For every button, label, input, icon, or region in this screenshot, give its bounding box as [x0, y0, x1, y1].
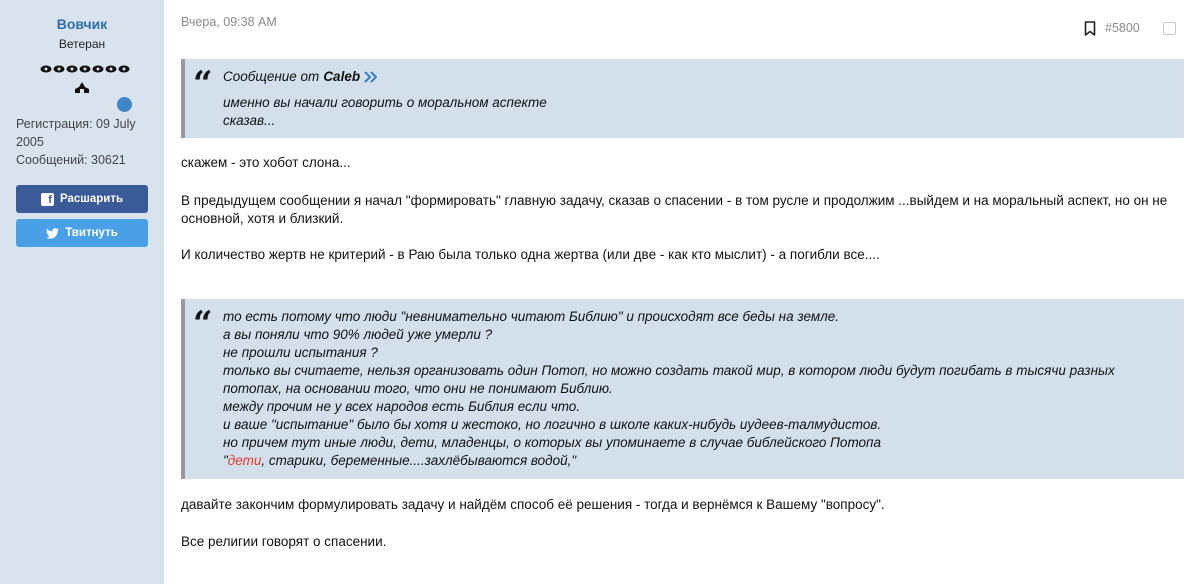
post-date: Вчера, 09:38 AM	[181, 15, 277, 29]
quote-line	[223, 452, 1173, 470]
quote-line: только вы считаете, нельзя организовать один Потоп, но можно создать такой мир, в котором люди будут погибать в тысячи разных потопах, на основании того, что они не понимают Библию.	[223, 363, 1115, 396]
quote-author: Caleb	[323, 69, 361, 84]
post-paragraph: Все религии говорят о спасении.	[181, 534, 387, 549]
post-paragraph: В предыдущем сообщении я начал "формировать" главную задачу, сказав о спасении - в том русле и продолжим ...выйдем и на моральный аспект, но он не основной, хотя и близкий.	[181, 193, 1168, 226]
quote-line: не прошли испытания ?	[223, 345, 378, 360]
quote-line: между прочим не у всех народов есть Библия если что.	[223, 399, 581, 414]
quote-icon: “	[193, 304, 213, 344]
reputation-icon	[40, 65, 52, 73]
user-rank: Ветеран	[58, 37, 106, 51]
bookmark-icon[interactable]	[1084, 21, 1096, 36]
reputation-icon	[53, 65, 65, 73]
quote-header	[223, 69, 378, 84]
reputation-icon	[118, 65, 130, 73]
post-paragraph: скажем - это хобот слона...	[181, 155, 351, 170]
post-paragraph: давайте закончим формулировать задачу и найдём способ её решения - тогда и вернёмся к Вашему "вопросу".	[181, 497, 885, 512]
user-sidebar	[0, 0, 164, 584]
post-number-link[interactable]: #5800	[1105, 21, 1140, 35]
message-count: Сообщений: 30621	[16, 153, 126, 167]
twitter-share-button[interactable]	[16, 219, 148, 247]
facebook-share-label: Расшарить	[59, 193, 124, 205]
reputation-icon	[105, 65, 117, 73]
quote-icon: “	[193, 64, 213, 104]
reputation-extra-icon	[74, 82, 90, 94]
quote-open: "	[223, 453, 228, 468]
quote-highlight: дети	[227, 453, 262, 468]
registration-date: Регистрация: 09 July 2005	[16, 117, 136, 149]
quote-line: а вы поняли что 90% людей уже умерли ?	[223, 327, 493, 342]
view-post-icon[interactable]	[364, 71, 378, 83]
online-status-icon	[117, 97, 132, 112]
facebook-icon: f	[41, 193, 54, 206]
quote-text	[223, 308, 1173, 470]
quote-line: и ваше "испытание" было бы хотя и жестоко, но логично в школе каких-нибудь иудеев-талмудистов.	[223, 417, 882, 432]
reputation-icon	[92, 65, 104, 73]
quote-block	[181, 299, 1184, 479]
username-link[interactable]: Вовчик	[56, 16, 108, 32]
facebook-share-button[interactable]	[16, 185, 148, 213]
quote-line: но причем тут иные люди, дети, младенцы, о которых вы упоминаете в случае библейского Потопа	[223, 435, 881, 450]
reputation-icons	[40, 65, 130, 73]
quote-line: именно вы начали говорить о моральном аспекте	[223, 95, 547, 110]
quote-block	[181, 59, 1184, 138]
twitter-share-label: Твитнуть	[65, 227, 118, 239]
quote-rest: , старики, беременные....захлёбываются водой,"	[261, 453, 577, 468]
post-paragraph: И количество жертв не критерий - в Раю была только одна жертва (или две - как кто мыслит) - а погибли все....	[181, 247, 880, 262]
quote-prefix: Сообщение от	[223, 69, 320, 84]
quote-line: то есть потому что люди "невнимательно читают Библию" и происходят все беды на земле.	[223, 309, 839, 324]
reputation-icon	[66, 65, 78, 73]
reputation-icon	[79, 65, 91, 73]
quote-line: сказав...	[223, 113, 276, 128]
post-select-checkbox[interactable]	[1163, 22, 1176, 35]
quote-text	[223, 94, 547, 130]
twitter-icon	[46, 228, 59, 239]
